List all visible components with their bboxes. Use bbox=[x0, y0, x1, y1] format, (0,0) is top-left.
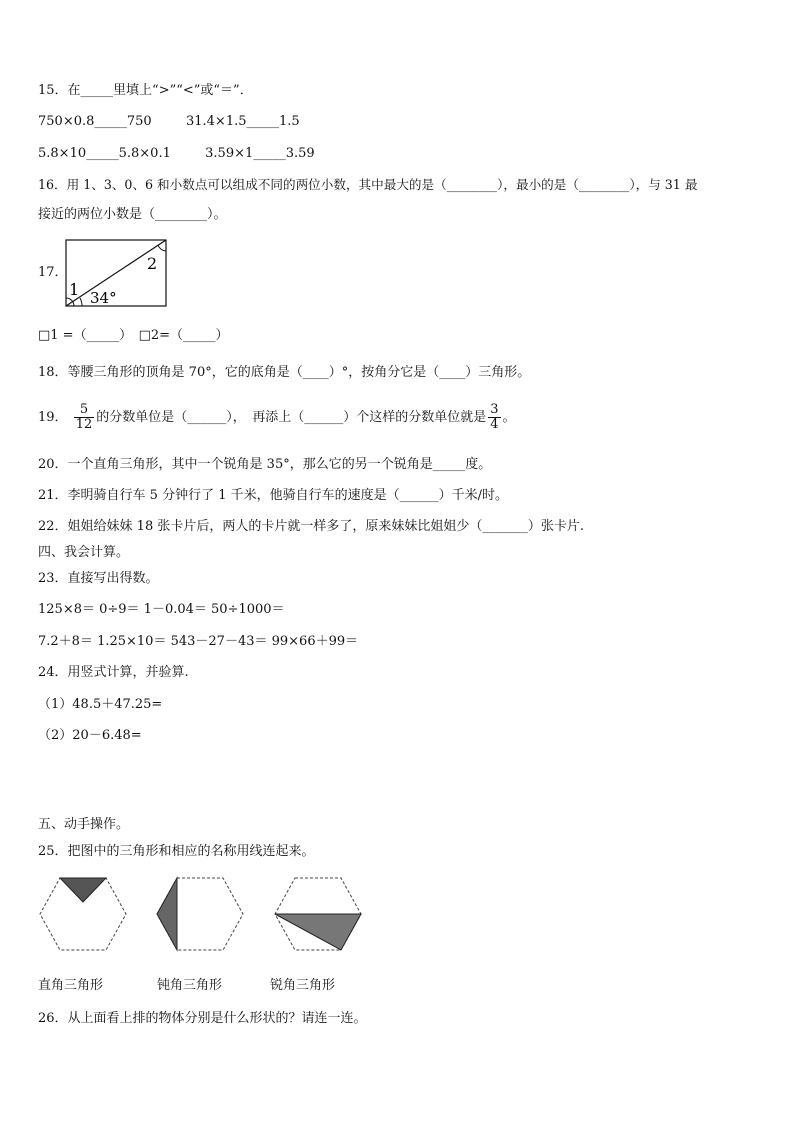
q25-label-right-triangle: 直角三角形 bbox=[38, 978, 104, 993]
q24-item1: （1）48.5＋47.25= bbox=[38, 697, 163, 712]
q24-item2: （2）20－6.48= bbox=[38, 728, 142, 743]
q23-title: 23．直接写出得数。 bbox=[38, 571, 159, 586]
q20-text: 20．一个直角三角形，其中一个锐角是 35°，那么它的另一个锐角是_____度。 bbox=[38, 457, 492, 472]
hexagon-figure-1 bbox=[38, 874, 128, 954]
q25-title: 25．把图中的三角形和相应的名称用线连起来。 bbox=[38, 844, 315, 859]
q19-frac1-numerator: 5 bbox=[74, 403, 95, 418]
q19-frac2-numerator: 3 bbox=[490, 402, 499, 417]
q17-number: 17． bbox=[38, 265, 68, 280]
q23-row1: 125×8＝ 0÷9＝ 1－0.04＝ 50÷1000＝ bbox=[38, 602, 285, 617]
q19-end: 。 bbox=[502, 410, 516, 425]
q19-middle-text: 的分数单位是（______）， 再添上（______）个这样的分数单位就是 bbox=[96, 410, 487, 425]
section-4-heading: 四、我会计算。 bbox=[38, 545, 130, 560]
hexagon-figure-3 bbox=[273, 874, 363, 954]
q19-fraction-5-12 bbox=[74, 403, 95, 432]
hexagon-2-obtuse-triangle bbox=[157, 878, 177, 950]
q25-label-acute-triangle: 锐角三角形 bbox=[270, 978, 336, 993]
q23-row2: 7.2＋8＝ 1.25×10＝ 543－27－43＝ 99×66＋99＝ bbox=[38, 634, 359, 649]
q16-line1: 16．用 1、3、0、6 和小数点可以组成不同的两位小数，其中最大的是（________），最小的是（________），与 31 最 bbox=[38, 177, 698, 192]
q15-row2 bbox=[38, 145, 315, 163]
q17-angle2-label: 2 bbox=[147, 254, 158, 273]
q15-row1 bbox=[38, 113, 300, 131]
q26-title: 26．从上面看上排的物体分别是什么形状的？请连一连。 bbox=[38, 1011, 367, 1026]
q25-label-obtuse-triangle: 钝角三角形 bbox=[157, 978, 223, 993]
q19-line bbox=[38, 399, 516, 437]
q15-expr-2: 31.4×1.5_____1.5 bbox=[185, 114, 300, 129]
q19-number: 19． bbox=[38, 410, 68, 425]
q17-answers: □1 =（_____） □2=（_____） bbox=[38, 328, 229, 343]
q22-text: 22．姐姐给妹妹 18 张卡片后，两人的卡片就一样多了，原来妹妹比姐姐少（_______）张卡片. bbox=[38, 519, 584, 534]
q15-expr-1: 750×0.8_____750 bbox=[38, 114, 152, 129]
q19-fraction-3-4 bbox=[488, 403, 500, 432]
q17-34-degree-label: 34° bbox=[90, 289, 117, 307]
q15-expr-4: 3.59×1_____3.59 bbox=[205, 146, 315, 161]
q15-expr-3: 5.8×10_____5.8×0.1 bbox=[38, 146, 171, 161]
q21-text: 21．李明骑自行车 5 分钟行了 1 千米，他骑自行车的速度是（______）千米/时。 bbox=[38, 488, 508, 503]
q15-title: 15．在_____里填上“>”“<”或“＝”． bbox=[38, 83, 253, 98]
q19-frac2-denominator: 4 bbox=[490, 417, 499, 432]
q17-angle1-label: 1 bbox=[69, 280, 80, 299]
q18-text: 18．等腰三角形的顶角是 70°，它的底角是（____）°，按角分它是（____）三角形。 bbox=[38, 365, 531, 380]
q16-line2: 接近的两位小数是（________）。 bbox=[38, 207, 227, 222]
q24-title: 24．用竖式计算，并验算. bbox=[38, 665, 189, 680]
section-5-heading: 五、动手操作。 bbox=[38, 817, 130, 832]
hexagon-figure-2 bbox=[155, 874, 245, 954]
q19-frac1-denominator: 12 bbox=[75, 417, 93, 432]
q17-rectangle-diagram bbox=[62, 237, 170, 309]
q17-angle2-arc bbox=[158, 245, 166, 251]
q17-34deg-arc bbox=[80, 298, 82, 306]
